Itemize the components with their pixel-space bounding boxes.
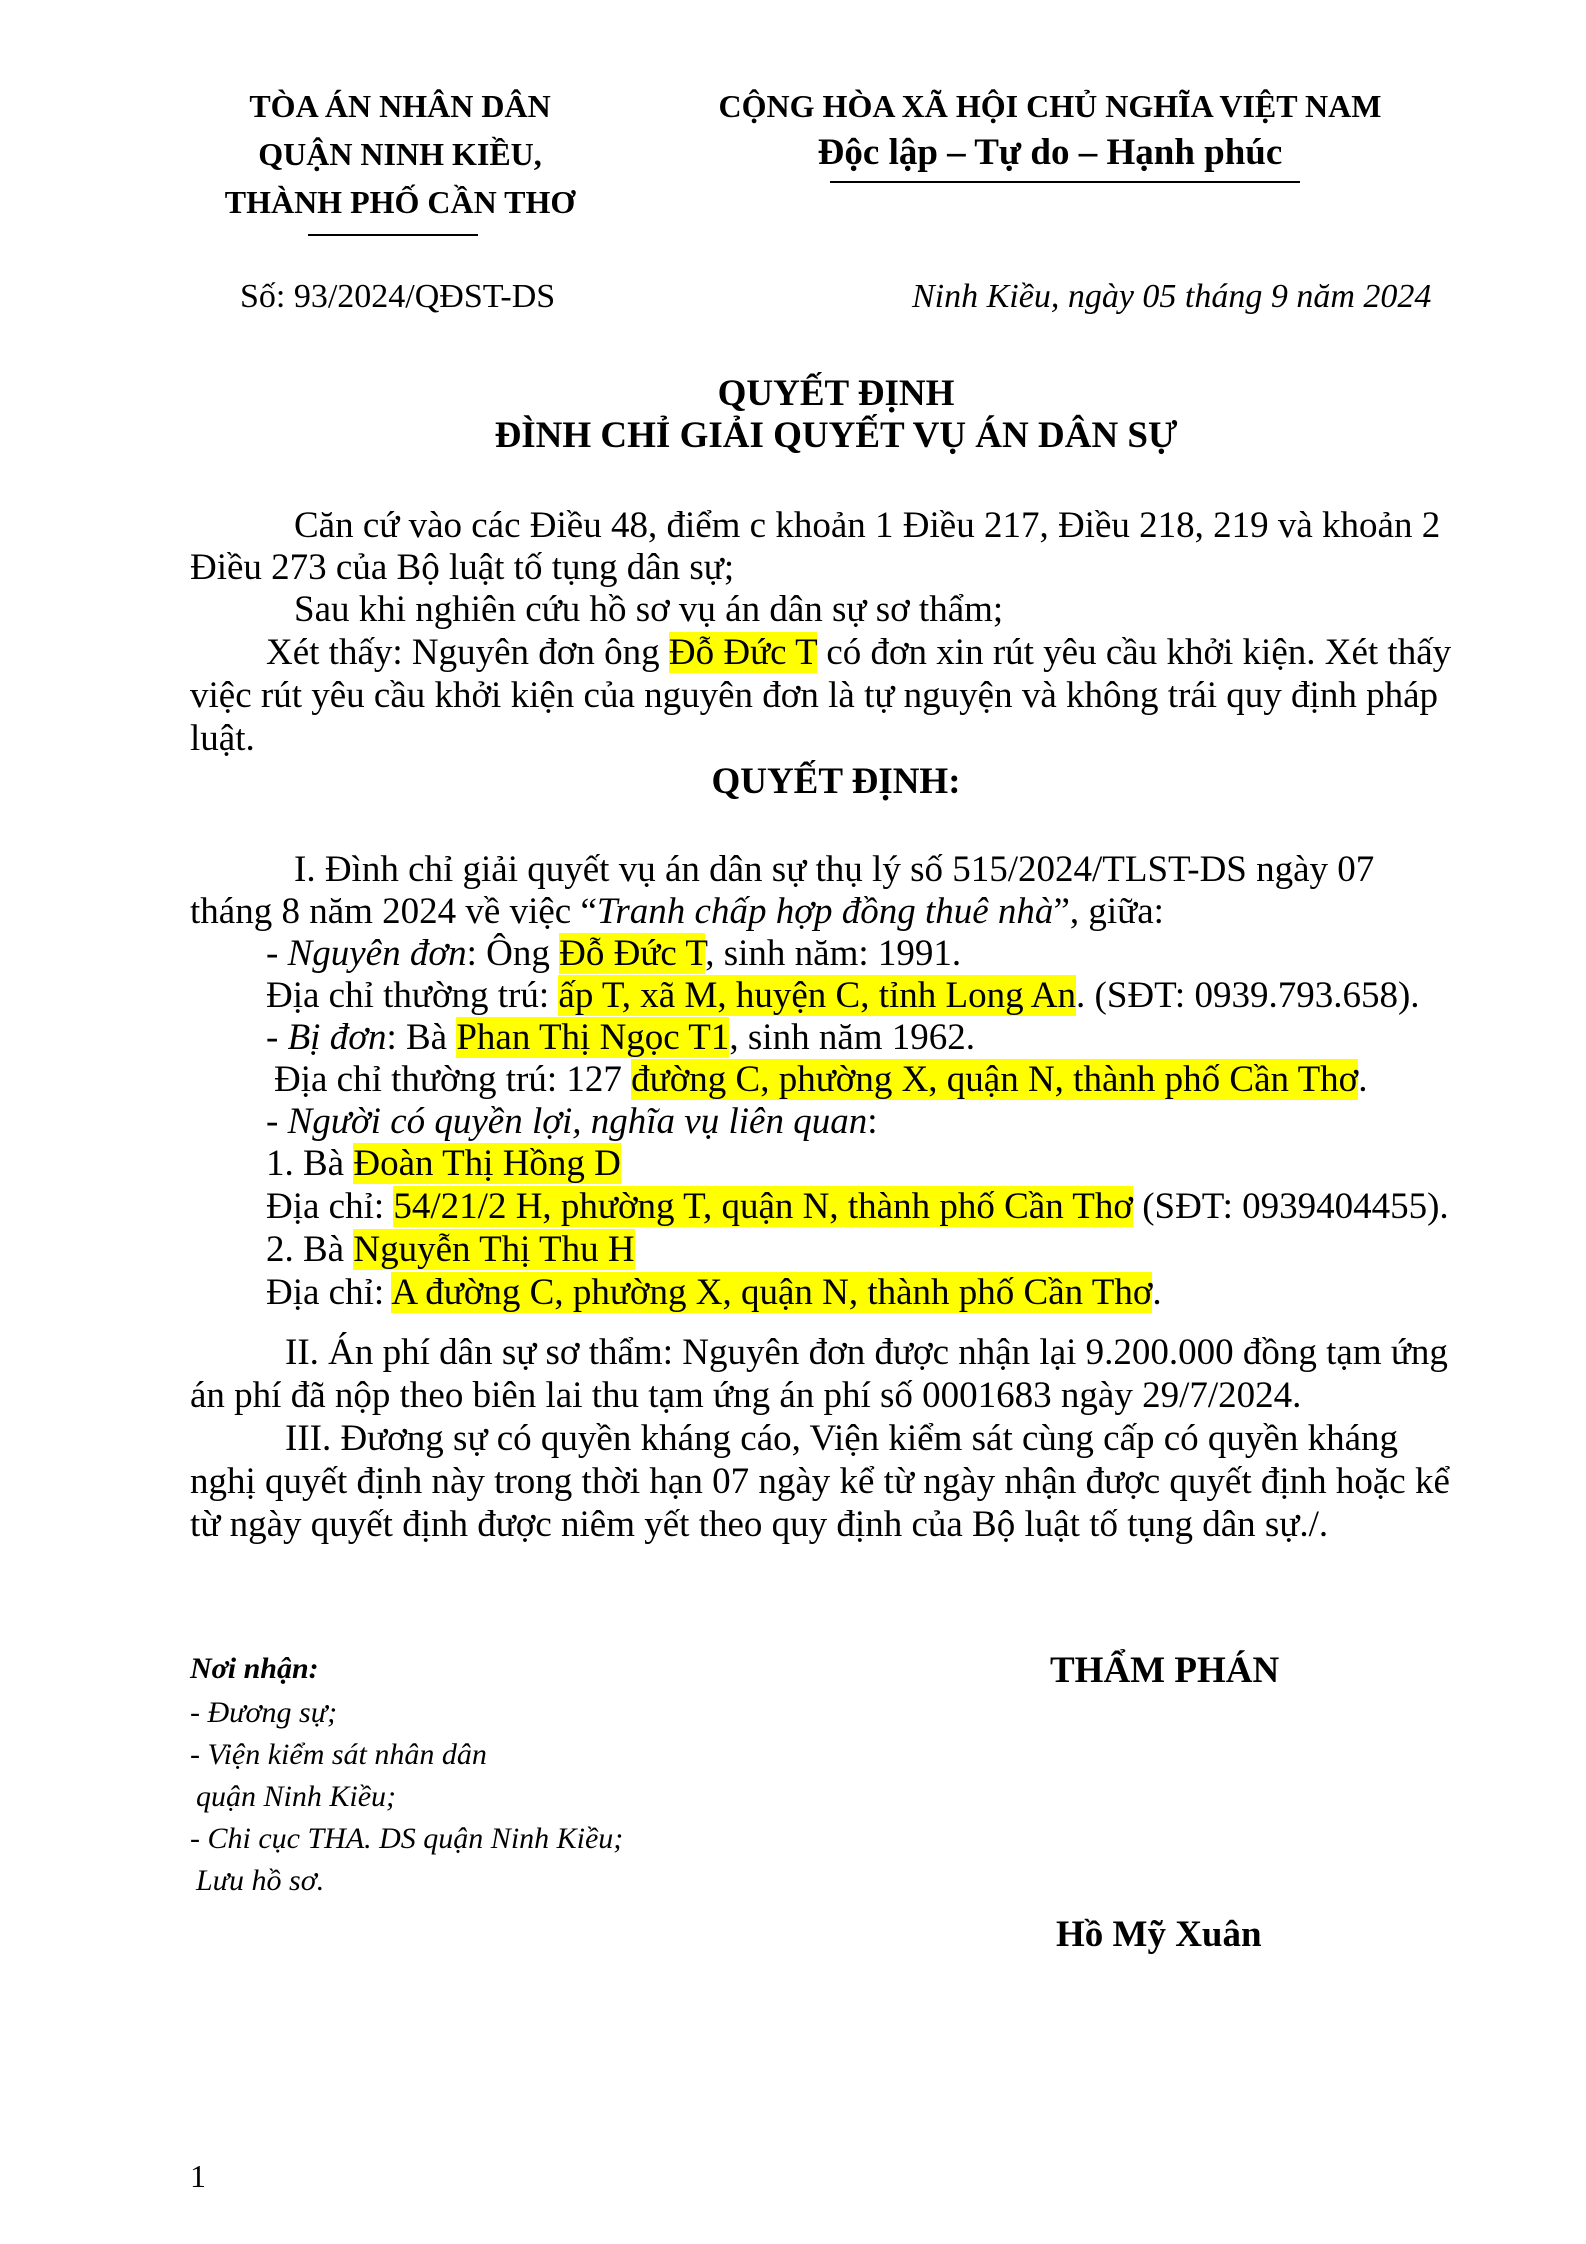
signature-role: THẨM PHÁN [1050,1650,1280,1691]
document-number: Số: 93/2024/QĐST-DS [240,278,556,315]
text-segment: (SĐT: 0939404455). [1132,1186,1449,1227]
text-segment: . [1358,1059,1368,1100]
basis-p1-line1: Căn cứ vào các Điều 48, điểm c khoản 1 Điều 217, Điều 218, 219 và khoản 2 [294,505,1441,546]
document-date: Ninh Kiều, ngày 05 tháng 9 năm 2024 [912,278,1432,315]
text-segment: Địa chỉ thường trú: [266,975,559,1016]
highlighted-address: đường C, phường X, quận N, thành phố Cần Thơ [631,1059,1359,1100]
related-label: - Người có quyền lợi, nghĩa vụ liên quan [266,1101,868,1142]
related-party-2 [266,1231,635,1268]
section1-line2 [190,893,1164,930]
nation-motto: Độc lập – Tự do – Hạnh phúc [817,132,1283,173]
motto-underline [830,181,1300,183]
page-number: 1 [190,2158,206,2194]
defendant-label: Bị đơn [287,1017,387,1058]
text-segment: Xét thấy: Nguyên đơn ông [266,632,669,673]
text-segment: - [266,1017,288,1058]
text-segment: ”, giữa: [1053,891,1164,932]
text-segment: có đơn xin rút yêu cầu khởi kiện. Xét thấy [817,632,1452,673]
basis-p3-line2: việc rút yêu cầu khởi kiện của nguyên đơn là tự nguyện và không trái quy định pháp [190,675,1439,716]
case-name: Tranh chấp hợp đồng thuê nhà [596,891,1054,932]
text-segment: tháng 8 năm 2024 về việc “ [190,891,597,932]
plaintiff-line [266,935,961,972]
text-segment: Địa chỉ: [266,1186,394,1227]
highlighted-address: 54/21/2 H, phường T, quận N, thành phố Cần Thơ [393,1186,1133,1227]
recipient-item: - Viện kiểm sát nhân dân [190,1738,487,1771]
basis-p3-line1 [266,634,1451,671]
plaintiff-address-line [266,977,1420,1014]
doc-subtitle: ĐÌNH CHỈ GIẢI QUYẾT VỤ ÁN DÂN SỰ [494,415,1178,456]
nation-title: CỘNG HÒA XÃ HỘI CHỦ NGHĨA VIỆT NAM [718,88,1382,124]
related-parties-heading [266,1103,878,1140]
section2-line2: án phí đã nộp theo biên lai thu tạm ứng án phí số 0001683 ngày 29/7/2024. [190,1375,1302,1416]
text-segment: . [1152,1272,1162,1313]
text-segment: Địa chỉ thường trú: 127 [274,1059,632,1100]
related-party-1-address [266,1188,1449,1225]
recipient-item: - Chi cục THA. DS quận Ninh Kiều; [190,1822,624,1855]
recipient-item: quận Ninh Kiều; [196,1780,396,1813]
section1-line1: I. Đình chỉ giải quyết vụ án dân sự thụ lý số 515/2024/TLST-DS ngày 07 [294,849,1375,890]
signer-name: Hồ Mỹ Xuân [1056,1914,1262,1955]
text-segment: Địa chỉ: [266,1272,392,1313]
text-segment: : Ông [466,933,560,974]
recipients-label: Nơi nhận: [190,1652,319,1685]
highlighted-name: Phan Thị Ngọc T1 [456,1017,730,1058]
recipient-item: Lưu hồ sơ. [196,1864,325,1897]
related-party-2-address [266,1274,1162,1311]
section2-line1: II. Án phí dân sự sơ thẩm: Nguyên đơn được nhận lại 9.200.000 đồng tạm ứng [285,1332,1448,1373]
text-segment: , sinh năm 1962. [729,1017,976,1058]
text-segment: : [867,1101,878,1142]
text-segment: . (SĐT: 0939.793.658). [1076,975,1420,1016]
court-name-line1: TÒA ÁN NHÂN DÂN [249,88,551,124]
text-segment: 2. Bà [266,1229,354,1270]
highlighted-name: Đoàn Thị Hồng D [353,1143,621,1184]
court-name-line3: THÀNH PHỐ CẦN THƠ [224,184,576,220]
defendant-line [266,1019,975,1056]
basis-p3-line3: luật. [190,718,255,759]
highlighted-address: A đường C, phường X, quận N, thành phố Cần Thơ [391,1272,1153,1313]
text-segment: - [266,933,288,974]
text-segment: 1. Bà [266,1143,354,1184]
text-segment: : Bà [386,1017,457,1058]
section3-line3: từ ngày quyết định được niêm yết theo quy định của Bộ luật tố tụng dân sự./. [190,1504,1329,1545]
highlighted-name: Đỗ Đức T [559,933,706,974]
plaintiff-label: Nguyên đơn [287,933,467,974]
text-segment: , sinh năm: 1991. [705,933,962,974]
highlighted-name: Nguyễn Thị Thu H [353,1229,635,1270]
defendant-address-line [274,1061,1368,1098]
doc-title: QUYẾT ĐỊNH [717,373,955,414]
basis-p1-line2: Điều 273 của Bộ luật tố tụng dân sự; [190,547,735,588]
court-underline [308,234,478,236]
related-party-1 [266,1145,621,1182]
highlighted-address: ấp T, xã M, huyện C, tỉnh Long An [558,975,1077,1016]
court-name-line2: QUẬN NINH KIỀU, [258,136,542,172]
decision-heading: QUYẾT ĐỊNH: [711,761,961,802]
recipient-item: - Đương sự; [190,1696,338,1729]
basis-p2: Sau khi nghiên cứu hồ sơ vụ án dân sự sơ thẩm; [294,589,1004,630]
highlighted-name: Đỗ Đức T [668,632,818,673]
section3-line2: nghị quyết định này trong thời hạn 07 ngày kể từ ngày nhận được quyết định hoặc kể [190,1461,1450,1502]
section3-line1: III. Đương sự có quyền kháng cáo, Viện kiểm sát cùng cấp có quyền kháng [285,1418,1399,1459]
